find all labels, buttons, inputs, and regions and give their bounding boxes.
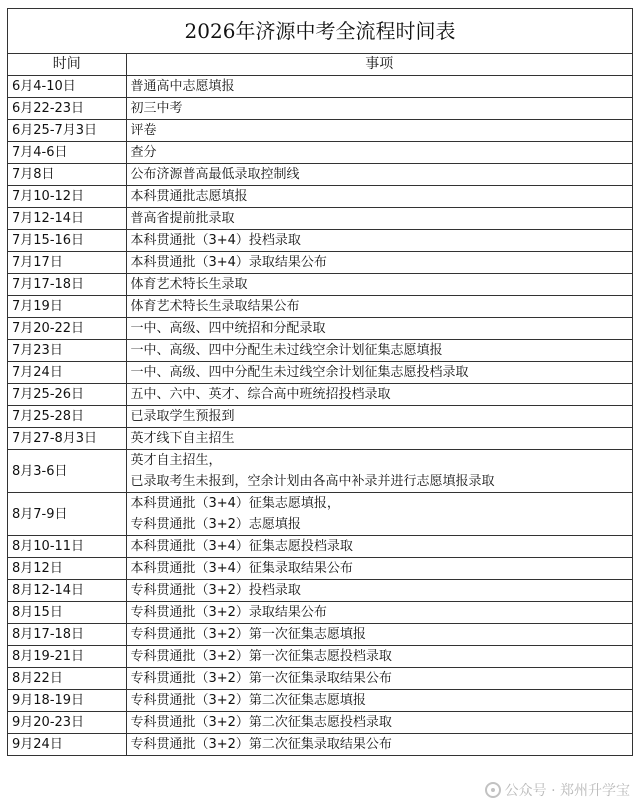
row-time: 7月20-22日: [8, 318, 126, 340]
row-item-line: 体育艺术特长生录取: [130, 277, 248, 292]
row-time: 8月7-9日: [8, 493, 126, 536]
row-item: [126, 580, 632, 602]
row-item: [126, 406, 632, 428]
row-time: 8月10-11日: [8, 536, 126, 558]
row-item-line: 本科贯通批（3+4）征集志愿填报，: [130, 496, 340, 511]
table-row: [8, 384, 632, 406]
table-row: [8, 362, 632, 384]
row-item: [126, 428, 632, 450]
row-item-line: 公布济源普高最低录取控制线: [130, 167, 300, 182]
row-item: [126, 493, 632, 536]
schedule-table: [8, 54, 632, 755]
row-item: [126, 690, 632, 712]
row-time: 9月18-19日: [8, 690, 126, 712]
row-item-line: 一中、高级、四中统招和分配录取: [130, 321, 326, 336]
row-item-line: 普通高中志愿填报: [130, 79, 235, 94]
row-time: 7月19日: [8, 296, 126, 318]
row-item-line: 专科贯通批（3+2）第一次征集志愿投档录取: [130, 649, 392, 664]
row-time: 7月25-28日: [8, 406, 126, 428]
row-item: [126, 450, 632, 493]
row-item-line: 普高省提前批录取: [130, 211, 235, 226]
table-row: [8, 602, 632, 624]
row-item: [126, 668, 632, 690]
row-item-line: 本科贯通批（3+4）征集录取结果公布: [130, 561, 353, 576]
row-time: 7月12-14日: [8, 208, 126, 230]
table-row: [8, 274, 632, 296]
row-item-line: 本科贯通批（3+4）投档录取: [130, 233, 301, 248]
row-item-line: 专科贯通批（3+2）第二次征集志愿填报: [130, 693, 366, 708]
row-item-line: 专科贯通批（3+2）投档录取: [130, 583, 301, 598]
table-row: [8, 690, 632, 712]
row-item: [126, 230, 632, 252]
row-item: [126, 76, 632, 98]
row-item-line: 本科贯通批（3+4）录取结果公布: [130, 255, 327, 270]
row-item: [126, 558, 632, 580]
row-item: [126, 296, 632, 318]
table-row: [8, 164, 632, 186]
row-time: 8月3-6日: [8, 450, 126, 493]
table-row: [8, 558, 632, 580]
row-item-line: 评卷: [130, 123, 157, 138]
row-time: 8月12-14日: [8, 580, 126, 602]
row-item: [126, 362, 632, 384]
table-row: [8, 296, 632, 318]
row-item-line: 查分: [130, 145, 157, 160]
table-row: [8, 98, 632, 120]
row-item-line: 专科贯通批（3+2）志愿填报: [130, 517, 301, 532]
row-time: 8月22日: [8, 668, 126, 690]
row-item-line: 一中、高级、四中分配生未过线空余计划征集志愿填报: [130, 343, 443, 358]
row-item-line: 已录取学生预报到: [130, 409, 235, 424]
table-row: [8, 646, 632, 668]
row-time: 8月19-21日: [8, 646, 126, 668]
page-title: 2026年济源中考全流程时间表: [8, 9, 632, 54]
row-item: [126, 120, 632, 142]
watermark: [485, 780, 630, 800]
row-time: 6月4-10日: [8, 76, 126, 98]
table-row: [8, 493, 632, 536]
row-time: 8月12日: [8, 558, 126, 580]
row-time: 7月23日: [8, 340, 126, 362]
table-row: [8, 208, 632, 230]
row-item: [126, 274, 632, 296]
row-time: 9月20-23日: [8, 712, 126, 734]
row-item: [126, 624, 632, 646]
row-item: [126, 646, 632, 668]
table-row: [8, 76, 632, 98]
row-item-line: 专科贯通批（3+2）第二次征集志愿投档录取: [130, 715, 392, 730]
row-item: [126, 318, 632, 340]
table-row: [8, 450, 632, 493]
row-item-line: 初三中考: [130, 101, 183, 116]
row-item-line: 专科贯通批（3+2）第一次征集志愿填报: [130, 627, 366, 642]
table-row: [8, 580, 632, 602]
row-item: [126, 602, 632, 624]
row-item-line: 专科贯通批（3+2）录取结果公布: [130, 605, 327, 620]
row-item-line: 英才自主招生，: [130, 453, 222, 468]
row-item: [126, 712, 632, 734]
row-item-line: 英才线下自主招生: [130, 431, 235, 446]
table-body: [8, 76, 632, 756]
table-row: [8, 186, 632, 208]
row-time: 7月27-8月3日: [8, 428, 126, 450]
row-item: [126, 98, 632, 120]
row-item-line: 一中、高级、四中分配生未过线空余计划征集志愿投档录取: [130, 365, 469, 380]
header-item: 事项: [126, 54, 632, 76]
row-item-line: 专科贯通批（3+2）第一次征集录取结果公布: [130, 671, 392, 686]
schedule-sheet: [7, 8, 633, 756]
row-time: 7月17-18日: [8, 274, 126, 296]
row-item-line: 已录取考生未报到，空余计划由各高中补录并进行志愿填报录取: [130, 474, 495, 489]
row-item: [126, 340, 632, 362]
table-row: [8, 536, 632, 558]
row-item-line: 五中、六中、英才、综合高中班统招投档录取: [130, 387, 391, 402]
table-row: [8, 624, 632, 646]
row-item-line: 本科贯通批志愿填报: [130, 189, 248, 204]
table-row: [8, 230, 632, 252]
header-time: 时间: [8, 54, 126, 76]
row-time: 9月24日: [8, 734, 126, 756]
table-row: [8, 406, 632, 428]
table-row: [8, 734, 632, 756]
row-time: 8月17-18日: [8, 624, 126, 646]
row-time: 6月25-7月3日: [8, 120, 126, 142]
row-item: [126, 384, 632, 406]
table-row: [8, 712, 632, 734]
row-time: 6月22-23日: [8, 98, 126, 120]
row-item-line: 体育艺术特长生录取结果公布: [130, 299, 300, 314]
row-item: [126, 536, 632, 558]
row-item: [126, 252, 632, 274]
row-item: [126, 208, 632, 230]
row-time: 7月4-6日: [8, 142, 126, 164]
row-time: 7月8日: [8, 164, 126, 186]
row-item-line: 本科贯通批（3+4）征集志愿投档录取: [130, 539, 353, 554]
table-row: [8, 252, 632, 274]
table-row: [8, 340, 632, 362]
table-row: [8, 428, 632, 450]
row-time: 7月17日: [8, 252, 126, 274]
row-item-line: 专科贯通批（3+2）第二次征集录取结果公布: [130, 737, 392, 752]
row-item: [126, 734, 632, 756]
watermark-text: 公众号 · 郑州升学宝: [504, 783, 630, 799]
table-row: [8, 142, 632, 164]
table-row: [8, 318, 632, 340]
row-item: [126, 186, 632, 208]
row-time: 7月10-12日: [8, 186, 126, 208]
row-time: 7月15-16日: [8, 230, 126, 252]
table-row: [8, 668, 632, 690]
row-time: 7月24日: [8, 362, 126, 384]
row-item: [126, 142, 632, 164]
table-header-row: [8, 54, 632, 76]
wechat-official-account-icon: [485, 782, 501, 798]
row-item: [126, 164, 632, 186]
table-row: [8, 120, 632, 142]
row-time: 8月15日: [8, 602, 126, 624]
row-time: 7月25-26日: [8, 384, 126, 406]
